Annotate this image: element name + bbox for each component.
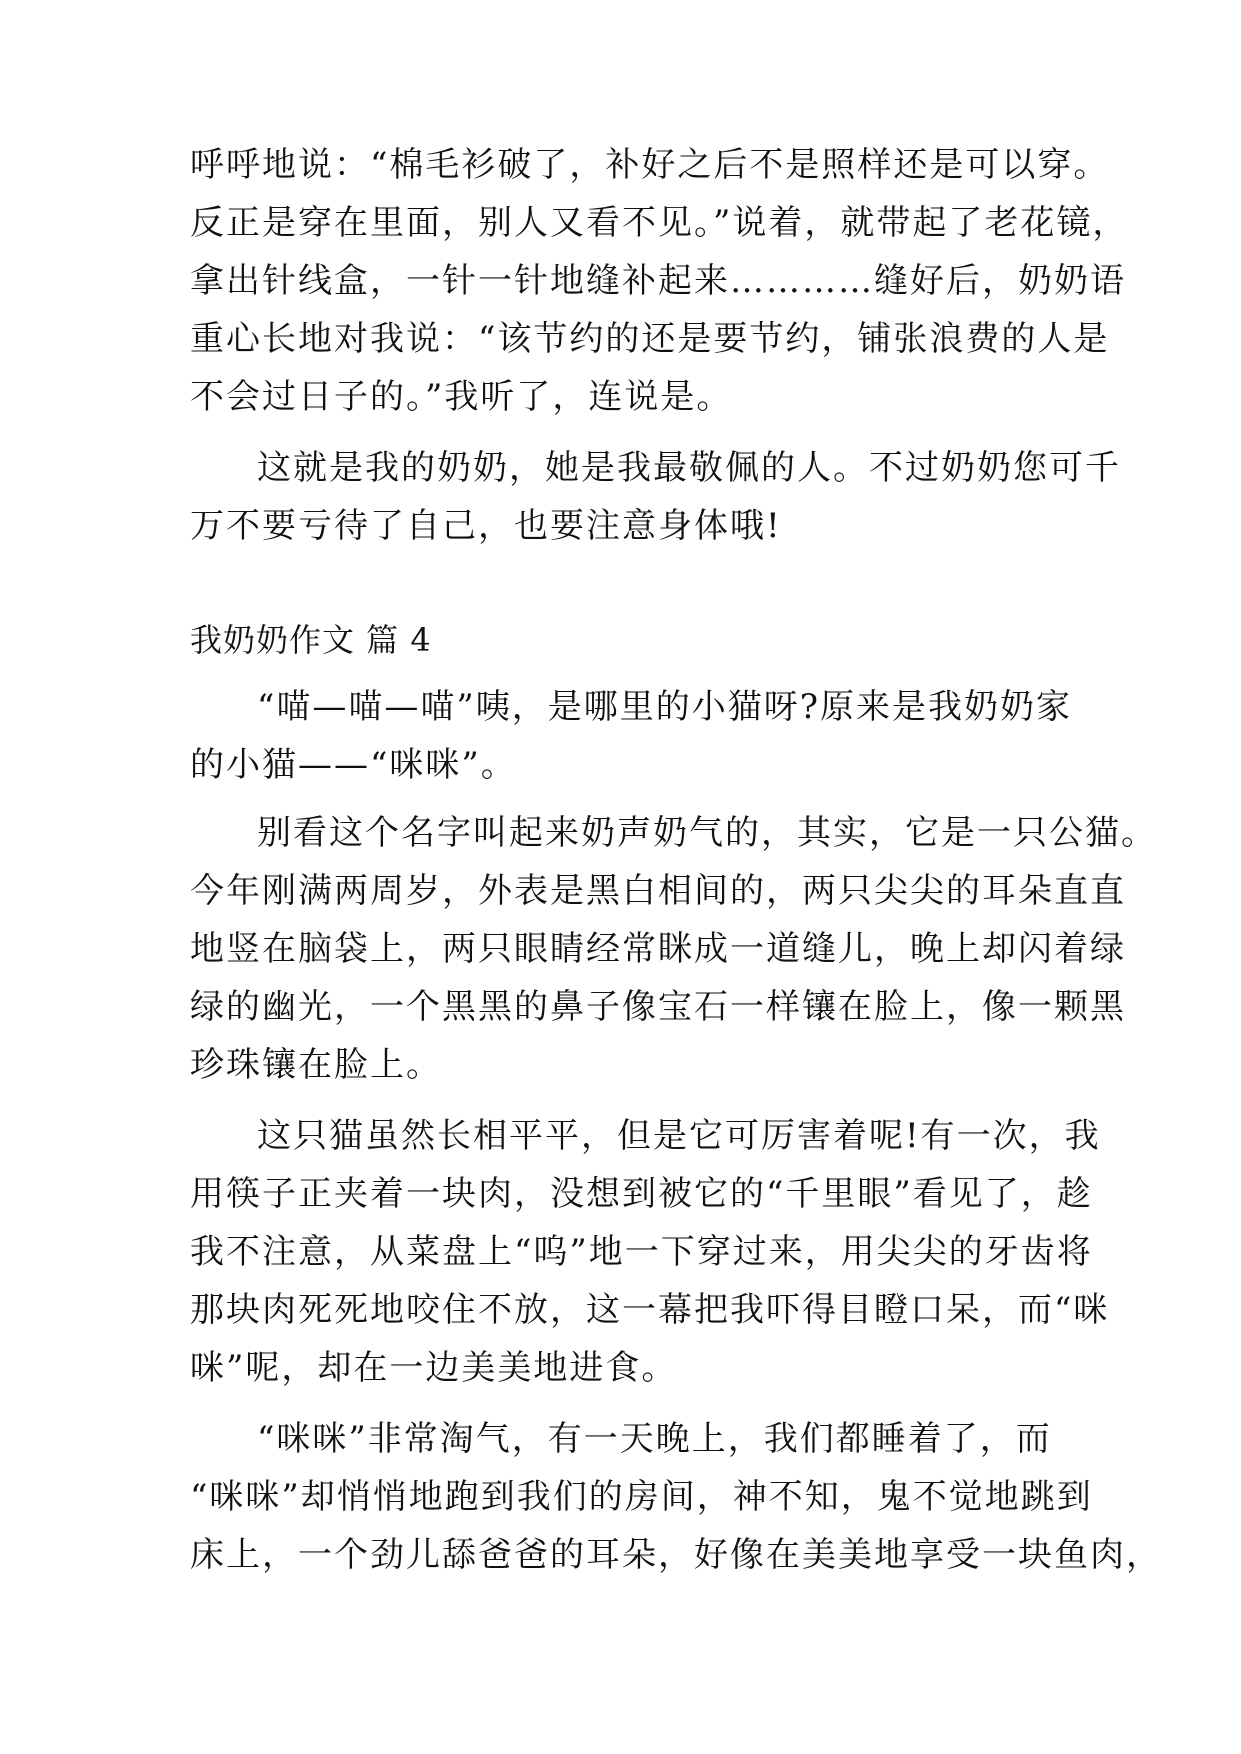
text-line: 的小猫——“咪咪”。 — [190, 745, 517, 785]
text-line: 我不注意，从菜盘上“呜”地一下穿过来，用尖尖的牙齿将 — [190, 1232, 1093, 1272]
text-line: 用筷子正夹着一块肉，没想到被它的“千里眼”看见了，趁 — [190, 1174, 1093, 1214]
text-line: 珍珠镶在脸上。 — [190, 1045, 442, 1085]
section-heading: 我奶奶作文 篇 4 — [190, 621, 432, 659]
text-line: “咪咪”却悄悄地跑到我们的房间，神不知，鬼不觉地跳到 — [190, 1477, 1093, 1517]
text-line: 这就是我的奶奶，她是我最敬佩的人。不过奶奶您可千 — [257, 448, 1121, 488]
text-line: 呼呼地说：“棉毛衫破了，补好之后不是照样还是可以穿。 — [190, 145, 1110, 185]
text-line: 拿出针线盒，一针一针地缝补起来…………缝好后，奶奶语 — [190, 261, 1126, 301]
text-line: 重心长地对我说：“该节约的还是要节约，铺张浪费的人是 — [190, 319, 1110, 359]
text-line: “咪咪”非常淘气，有一天晚上，我们都睡着了，而 — [257, 1419, 1052, 1459]
text-line: 别看这个名字叫起来奶声奶气的，其实，它是一只公猫。 — [257, 813, 1157, 853]
text-line: 地竖在脑袋上，两只眼睛经常眯成一道缝儿，晚上却闪着绿 — [190, 929, 1126, 969]
text-line: 万不要亏待了自己，也要注意身体哦! — [190, 506, 782, 546]
text-line: 床上，一个劲儿舔爸爸的耳朵，好像在美美地享受一块鱼肉， — [190, 1535, 1162, 1575]
text-line: “喵—喵—喵”咦，是哪里的小猫呀?原来是我奶奶家 — [257, 687, 1072, 727]
text-line: 反正是穿在里面，别人又看不见。”说着，就带起了老花镜， — [190, 203, 1129, 243]
text-line: 不会过日子的。”我听了，连说是。 — [190, 377, 733, 417]
text-line: 绿的幽光，一个黑黑的鼻子像宝石一样镶在脸上，像一颗黑 — [190, 987, 1126, 1027]
text-line: 那块肉死死地咬住不放，这一幕把我吓得目瞪口呆，而“咪 — [190, 1290, 1110, 1330]
text-line: 这只猫虽然长相平平，但是它可厉害着呢!有一次，我 — [257, 1116, 1101, 1156]
text-line: 今年刚满两周岁，外表是黑白相间的，两只尖尖的耳朵直直 — [190, 871, 1126, 911]
text-line: 咪”呢，却在一边美美地进食。 — [190, 1348, 678, 1388]
